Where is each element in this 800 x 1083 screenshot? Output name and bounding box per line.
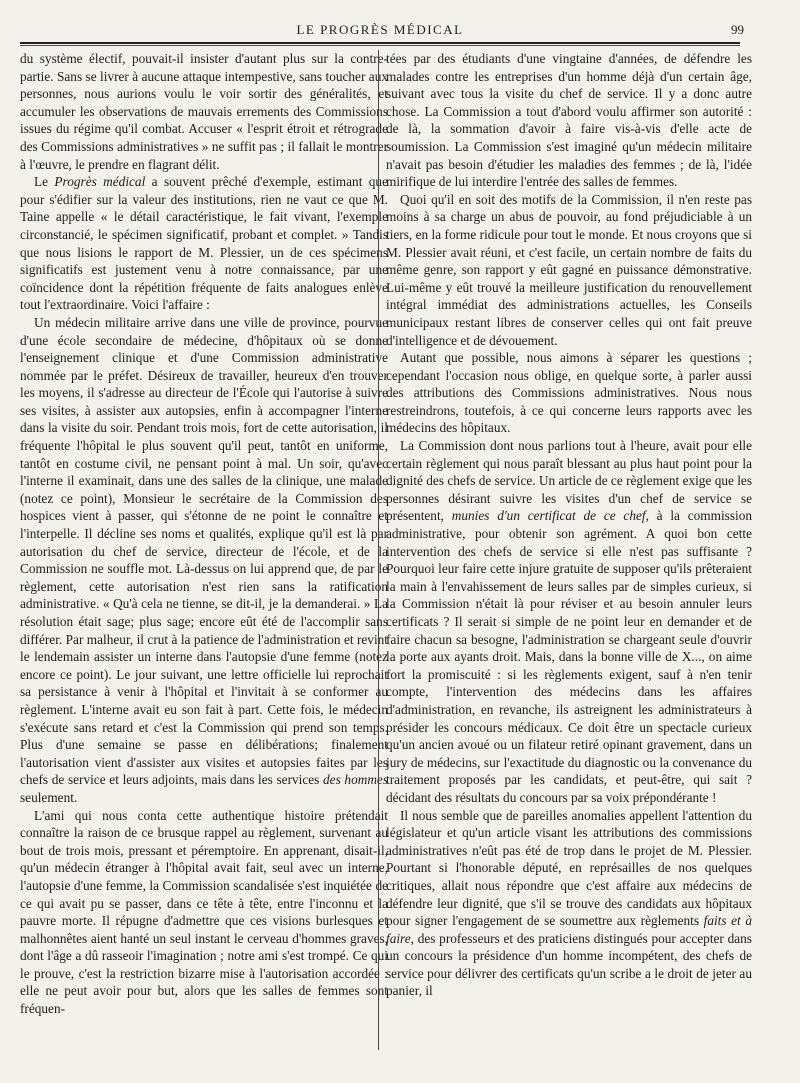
paragraph: L'ami qui nous conta cette authentique histoire prétendait connaître la raison de ce brusque rappel au règlement, survenant au bout de trois mois, pressant et péremptoire. En apprenant, disait-il, qu'un médecin étranger à l'hôpital avait fait, seul avec un interne, l'autopsie d'une femme, la Commission scandalisée s'est inquiétée de ce qui avait pu se passer, dans ce tête à tête, entre l'inconnu et la pauvre morte. Il répugne d'admettre que ces visions burlesques et malhonnêtes aient hanté un seul instant le cerveau d'hommes graves, dont l'âge a dû rasseoir l'imagination ; notre ami s'est trompé. Ce qui le prouve, c'est la restriction bizarre mise à l'autorisation accordée : elle ne peut avoir pour but, alors que les salles de femmes sont fréquen-	[20, 807, 388, 1017]
italic-phrase: faits et à faire	[386, 913, 752, 946]
italic-phrase: munies d'un certificat de ce chef	[451, 508, 646, 524]
text-run: Un médecin militaire arrive dans une ville de province, pourvue d'une école secondaire de médecine, d'hôpitaux où se donne l'enseignement clinique et d'une Commission administrative nommée par le préfet. Désireux de travailler, heureux d'en trouver les moyens, il s'adresse au directeur de l'École qui l'autorise à suivre ses visites, à assister aux autopsies, enfin à accompagner l'interne dans la visite du soir. Pendant trois mois, fort de cette autorisation, il fréquente l'hôpital le plus souvent qu'il peut, tantôt en uniforme, tantôt en costume civil, ne pensant point à mal. Un soir, qu'avec l'interne il examinait, dans une des salles de la clinique, une malade (notez ce point), Monsieur le secrétaire de la Commission des hospices vient à passer, qui s'étonne de ne point le connaître et l'interpelle. Il décline ses noms et qualités, explique qu'il est là par autorisation du chef de service, directeur de l'école, et de la Commission ne souffle mot. Là-dessus on lui apprend que, de par le règlement, cette autorisation n'est rien sans la ratification administrative. « Qu'à cela ne tienne, se dit-il, je la demanderai. » La résolution était sage; plus sage; encore eût été de l'accomplir sans différer. Par malheur, il crut à la patience de l'administration et revint le lendemain assister un interne dans l'autopsie d'une femme (notez encore ce point). Le jour suivant, une lettre officielle lui reprochait sa persistance à venir à l'hôpital et l'invitait à se conformer au règlement. L'interne avait eu son fait à part. Cette fois, le médecin s'exécute sans retard et c'est la Commission qui prend son temps. Plus d'une semaine se passe en délibérations; finalement l'autorisation vient d'assister aux visites et autopsies faites par les chefs de service et leurs adjoints, mais dans les services	[20, 314, 388, 788]
paragraph	[386, 807, 752, 1001]
text-run: seulement.	[20, 789, 78, 805]
header-rule	[20, 42, 740, 44]
paragraph	[20, 173, 388, 314]
running-title: LE PROGRÈS MÉDICAL	[296, 22, 464, 37]
page-header	[0, 0, 800, 46]
text-run: a souvent prêché d'exemple, estimant que pour s'édifier sur la valeur des institutions, rien ne vaut ce que M. Taine appelle « le détail caractéristique, le fait vivant, l'exemple circonstancié, le spécimen significatif, probant et complet. » Tandis que nous lisions le rapport de M. Plessier, un de ces spécimens significatifs est justement venu à notre connaissance, par une coïncidence dont la répétition fréquente de faits analogues enlève tout l'extraordinaire. Voici l'affaire :	[20, 174, 388, 313]
text-run: La Commission dont nous parlions tout à l'heure, avait pour elle certain règlement qui nous paraît blessant au plus haut point pour la dignité des chefs de service. Un article de ce règlement exige que les personnes désirant suivre les visites d'un chef de service se présentent,	[386, 438, 752, 524]
page-number: 99	[731, 22, 744, 37]
paragraph: du système électif, pouvait-il insister d'autant plus sur la contre-partie. Sans se livrer à aucune attaque intempestive, sans toucher aux personnes, nous aurions voulu le voir sortir des généralités, et accumuler les observations de mauvais errements des Commissions issues du régime qu'il combat. Accuser « l'esprit étroit et rétrograde des Commissions administratives » ne suffit pas ; il fallait le montrer à l'œuvre, le prendre en flagrant délit.	[20, 51, 388, 172]
paragraph: Autant que possible, nous aimons à séparer les questions ; cependant l'occasion nous oblige, en quelque sorte, à parler aussi des attributions des Commissions administratives. Nous nous restreindrons, toutefois, à ce qui concerne leurs rapports avec les médecins des hôpitaux.	[386, 350, 752, 436]
text-run: Le	[34, 174, 55, 190]
journal-name-italic: Progrès médical	[54, 174, 146, 190]
text-run: , à la commission administrative, pour obtenir son agrément. A quoi bon cette intervention des chefs de service si elle n'est pas suffisante ? Pourquoi leur faire cette injure gratuite de supposer qu'ils prêteraient la main à l'envahissement de leurs salles par de simples curieux, si la Commission n'était là pour réviser et au besoin annuler leurs certificats ? Il serait si simple de ne point leur en demander et de faire chacun sa besogne, l'administration se chargeant seule d'ouvrir la porte aux ayants droit. Mais, dans la bonne ville de X..., on aime fort la promiscuité : si les règlements exigent, sauf à n'en tenir compte, l'intervention des médecins dans les affaires d'administration, en revanche, ils astreignent les administrateurs à présider les concours médicaux. Ce doit être un spectacle curieux qu'un ancien avoué ou un filateur retiré opinant gravement, dans un jury de médecins, sur l'exactitude du diagnostic ou la convenance du traitement proposés par les candidats, et peut-être, qui sait ? décidant des résultats du concours par sa voix prépondérante !	[386, 508, 752, 805]
paragraph: tées par des étudiants d'une vingtaine d'années, de défendre les malades contre les entreprises d'un homme déjà d'un certain âge, suivant avec tous la visite du chef de service. Il y a donc autre chose. La Commission a tout d'abord voulu affirmer son autorité : de là, la sommation d'avoir à faire vis-à-vis d'elle acte de soumission. La Commission s'est imaginé qu'un médecin militaire n'avait pas besoin d'étudier les maladies des femmes ; de là, l'idée mirifique de lui interdire l'entrée des salles de femmes.	[386, 51, 752, 190]
left-column	[20, 50, 388, 1018]
paragraph	[386, 437, 752, 806]
right-column	[386, 50, 752, 1000]
column-divider	[378, 50, 379, 1050]
text-run: , des professeurs et des praticiens distingués pour accepter dans un concours la présidence d'un homme incompétent, des chefs de service pour délivrer des certificats qu'un scribe a le droit de jeter au panier, il	[386, 930, 752, 999]
italic-phrase: des hommes	[323, 772, 388, 788]
text-run: Il nous semble que de pareilles anomalies appellent l'attention du législateur et qu'un article visant les attributions des commissions administratives n'eût pas été de trop dans le projet de M. Plessier. Pourtant si l'honorable député, en représailles de nos quelques critiques, allait nous répondre que c'est affaire aux médecins de défendre leur dignité, que s'il se trouve des candidats aux hôpitaux pour signer l'engagement de se soumettre aux règlements	[386, 807, 752, 929]
paragraph	[20, 314, 388, 807]
header-rule-thin	[20, 45, 740, 46]
paragraph: Quoi qu'il en soit des motifs de la Commission, il n'en reste pas moins à sa charge un abus de pouvoir, au fond préjudiciable à un tiers, en la forme ridicule pour tout le monde. Et nous croyons que si M. Plessier avait réuni, et c'est facile, un certain nombre de faits du même genre, son rapport y eût gagné en puissance démonstrative. Lui-même y eût trouvé la meilleure justification du renouvellement intégral immédiat des administrations actuelles, les Conseils municipaux restant libres de conserver celles qui ont fait preuve d'intelligence et de dévouement.	[386, 191, 752, 348]
